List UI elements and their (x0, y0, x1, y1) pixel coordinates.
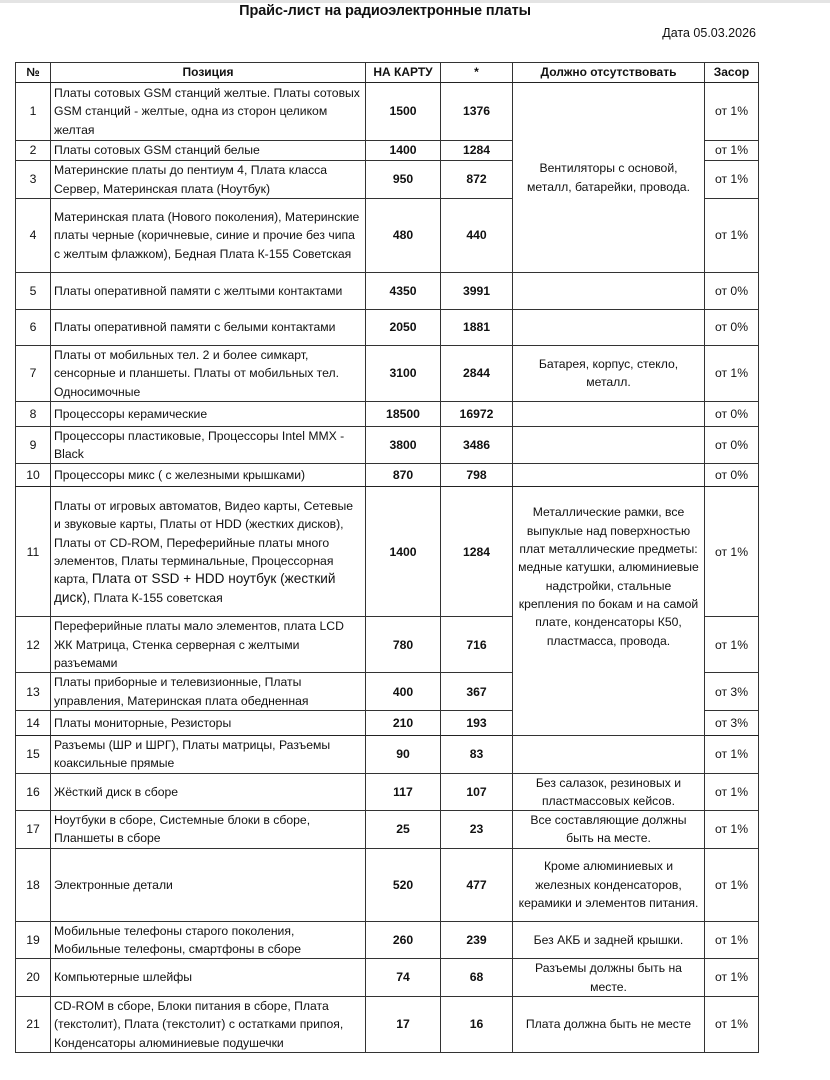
row-star-price: 3991 (441, 273, 513, 310)
row-number: 20 (16, 959, 51, 997)
table-header-row (16, 63, 759, 83)
row-position: Переферийные платы мало элементов, плата LCD ЖК Матрица, Стенка серверная с желтыми разъемами (51, 617, 366, 673)
row-star-price: 83 (441, 735, 513, 773)
row-waste: от 1% (705, 83, 759, 141)
document-date: Дата 05.03.2026 (662, 26, 756, 40)
row-number: 5 (16, 273, 51, 310)
table-row (16, 83, 759, 141)
table-row (16, 464, 759, 487)
row-star-price: 440 (441, 199, 513, 273)
row-number: 12 (16, 617, 51, 673)
row-must-be-absent (513, 464, 705, 487)
row-must-be-absent (513, 735, 705, 773)
row-must-be-absent: Без салазок, резиновых и пластмассовых кейсов. (513, 773, 705, 811)
row-position: Платы от мобильных тел. 2 и более симкарт, сенсорные и планшеты. Платы от мобильных тел. Односимочные (51, 346, 366, 402)
table-row (16, 959, 759, 997)
row-number: 8 (16, 401, 51, 426)
row-number: 21 (16, 996, 51, 1052)
row-card-price: 480 (366, 199, 441, 273)
row-waste: от 1% (705, 773, 759, 811)
row-position-part: Платы от игровых автоматов, Видео карты, Сетевые и звуковые карты, Платы от HDD (жестких дисков), Платы от CD-ROM, Переферийные платы много элементов, Платы терминальные, Процессорная карта, (54, 499, 354, 587)
table-row (16, 487, 759, 617)
row-card-price: 4350 (366, 273, 441, 310)
row-position: Платы оперативной памяти с белыми контактами (51, 310, 366, 346)
row-must-be-absent: Плата должна быть не месте (513, 996, 705, 1052)
table-row (16, 735, 759, 773)
row-number: 11 (16, 487, 51, 617)
row-position: Платы оперативной памяти с желтыми контактами (51, 273, 366, 310)
row-position: Платы сотовых GSM станций белые (51, 141, 366, 161)
row-number: 16 (16, 773, 51, 811)
row-position: Процессоры микс ( с железными крышками) (51, 464, 366, 487)
row-card-price: 210 (366, 710, 441, 735)
row-star-price: 107 (441, 773, 513, 811)
row-number: 6 (16, 310, 51, 346)
row-card-price: 400 (366, 673, 441, 711)
row-star-price: 193 (441, 710, 513, 735)
row-position: Платы сотовых GSM станций желтые. Платы сотовых GSM станций - желтые, одна из сторон целиком желтая (51, 83, 366, 141)
row-must-be-absent (513, 310, 705, 346)
row-card-price: 3100 (366, 346, 441, 402)
row-star-price: 23 (441, 811, 513, 849)
row-waste: от 1% (705, 141, 759, 161)
row-number: 15 (16, 735, 51, 773)
row-number: 9 (16, 426, 51, 464)
row-card-price: 1400 (366, 141, 441, 161)
row-star-price: 1376 (441, 83, 513, 141)
row-number: 3 (16, 161, 51, 199)
row-must-be-absent (513, 426, 705, 464)
table-row (16, 310, 759, 346)
row-waste: от 0% (705, 310, 759, 346)
row-star-price: 16972 (441, 401, 513, 426)
row-card-price: 950 (366, 161, 441, 199)
row-position: Разъемы (ШР и ШРГ), Платы матрицы, Разъемы коаксильные прямые (51, 735, 366, 773)
row-must-be-absent: Батарея, корпус, стекло, металл. (513, 346, 705, 402)
row-waste: от 0% (705, 464, 759, 487)
row-position (51, 487, 366, 617)
row-number: 4 (16, 199, 51, 273)
row-position: Материнские платы до пентиум 4, Плата класса Сервер, Материнская плата (Ноутбук) (51, 161, 366, 199)
row-position: Жёсткий диск в сборе (51, 773, 366, 811)
row-must-be-absent (513, 273, 705, 310)
table-row (16, 921, 759, 959)
row-position: Ноутбуки в сборе, Системные блоки в сборе, Планшеты в сборе (51, 811, 366, 849)
row-waste: от 3% (705, 673, 759, 711)
table-row (16, 426, 759, 464)
row-card-price: 18500 (366, 401, 441, 426)
header-star-price: * (441, 63, 513, 83)
table-row (16, 848, 759, 921)
row-waste: от 1% (705, 921, 759, 959)
row-position: Компьютерные шлейфы (51, 959, 366, 997)
header-waste: Засор (705, 63, 759, 83)
row-waste: от 3% (705, 710, 759, 735)
row-waste: от 1% (705, 811, 759, 849)
row-number: 10 (16, 464, 51, 487)
row-card-price: 74 (366, 959, 441, 997)
row-position-part-large: Плата от SSD + HDD ноутбук (жесткий диск) (54, 571, 336, 605)
row-position: Материнская плата (Нового поколения), Материнские платы черные (коричневые, синие и прочие без чипа с желтым флажком), Бедная Плата К-155 Советская (51, 199, 366, 273)
row-waste: от 1% (705, 848, 759, 921)
row-number: 14 (16, 710, 51, 735)
row-star-price: 1284 (441, 141, 513, 161)
row-card-price: 870 (366, 464, 441, 487)
row-number: 17 (16, 811, 51, 849)
row-must-be-absent (513, 401, 705, 426)
row-waste: от 1% (705, 346, 759, 402)
row-must-be-absent-merged: Металлические рамки, все выпуклые над поверхностью плат металлические предметы: медные катушки, алюминиевые надстройки, стальные крепления по бокам и на самой плате, конденсаторы К50, пластмасса, провода. (513, 487, 705, 735)
row-star-price: 16 (441, 996, 513, 1052)
row-waste: от 1% (705, 735, 759, 773)
row-card-price: 3800 (366, 426, 441, 464)
row-position: Электронные детали (51, 848, 366, 921)
table-row (16, 996, 759, 1052)
row-card-price: 117 (366, 773, 441, 811)
row-waste: от 1% (705, 161, 759, 199)
row-number: 1 (16, 83, 51, 141)
row-waste: от 0% (705, 401, 759, 426)
row-position: Платы приборные и телевизионные, Платы управления, Материнская плата обедненная (51, 673, 366, 711)
row-waste: от 1% (705, 487, 759, 617)
row-number: 19 (16, 921, 51, 959)
row-star-price: 3486 (441, 426, 513, 464)
row-card-price: 17 (366, 996, 441, 1052)
row-waste: от 0% (705, 273, 759, 310)
row-waste: от 1% (705, 996, 759, 1052)
row-position: Процессоры керамические (51, 401, 366, 426)
row-position: CD-ROM в сборе, Блоки питания в сборе, Плата (текстолит), Плата (текстолит) с остатками припоя, Конденсаторы алюминиевые подушечки (51, 996, 366, 1052)
row-star-price: 68 (441, 959, 513, 997)
row-card-price: 1500 (366, 83, 441, 141)
row-position: Процессоры пластиковые, Процессоры Intel MMX - Black (51, 426, 366, 464)
table-row (16, 273, 759, 310)
row-must-be-absent-merged: Вентиляторы с основой, металл, батарейки, провода. (513, 83, 705, 273)
header-position: Позиция (51, 63, 366, 83)
table-row (16, 346, 759, 402)
row-card-price: 90 (366, 735, 441, 773)
row-must-be-absent: Все составляющие должны быть на месте. (513, 811, 705, 849)
row-number: 13 (16, 673, 51, 711)
row-number: 18 (16, 848, 51, 921)
row-star-price: 477 (441, 848, 513, 921)
row-star-price: 2844 (441, 346, 513, 402)
row-star-price: 239 (441, 921, 513, 959)
row-position: Платы мониторные, Резисторы (51, 710, 366, 735)
price-table (15, 62, 759, 1053)
row-waste: от 1% (705, 199, 759, 273)
row-card-price: 1400 (366, 487, 441, 617)
row-waste: от 1% (705, 617, 759, 673)
row-star-price: 367 (441, 673, 513, 711)
row-card-price: 260 (366, 921, 441, 959)
row-number: 7 (16, 346, 51, 402)
document-title: Прайс-лист на радиоэлектронные платы (239, 3, 531, 19)
row-card-price: 2050 (366, 310, 441, 346)
row-waste: от 1% (705, 959, 759, 997)
row-card-price: 25 (366, 811, 441, 849)
row-must-be-absent: Кроме алюминиевых и железных конденсаторов, керамики и элементов питания. (513, 848, 705, 921)
row-star-price: 798 (441, 464, 513, 487)
row-star-price: 1284 (441, 487, 513, 617)
row-card-price: 520 (366, 848, 441, 921)
table-row (16, 401, 759, 426)
row-must-be-absent: Разъемы должны быть на месте. (513, 959, 705, 997)
row-star-price: 716 (441, 617, 513, 673)
row-star-price: 1881 (441, 310, 513, 346)
row-waste: от 0% (705, 426, 759, 464)
header-card-price: НА КАРТУ (366, 63, 441, 83)
header-must-be-absent: Должно отсутствовать (513, 63, 705, 83)
header-num: № (16, 63, 51, 83)
row-position-part: , Плата К-155 советская (86, 590, 223, 605)
table-row (16, 773, 759, 811)
row-must-be-absent: Без АКБ и задней крышки. (513, 921, 705, 959)
row-position: Мобильные телефоны старого поколения, Мобильные телефоны, смартфоны в сборе (51, 921, 366, 959)
row-card-price: 780 (366, 617, 441, 673)
row-number: 2 (16, 141, 51, 161)
row-star-price: 872 (441, 161, 513, 199)
table-row (16, 811, 759, 849)
